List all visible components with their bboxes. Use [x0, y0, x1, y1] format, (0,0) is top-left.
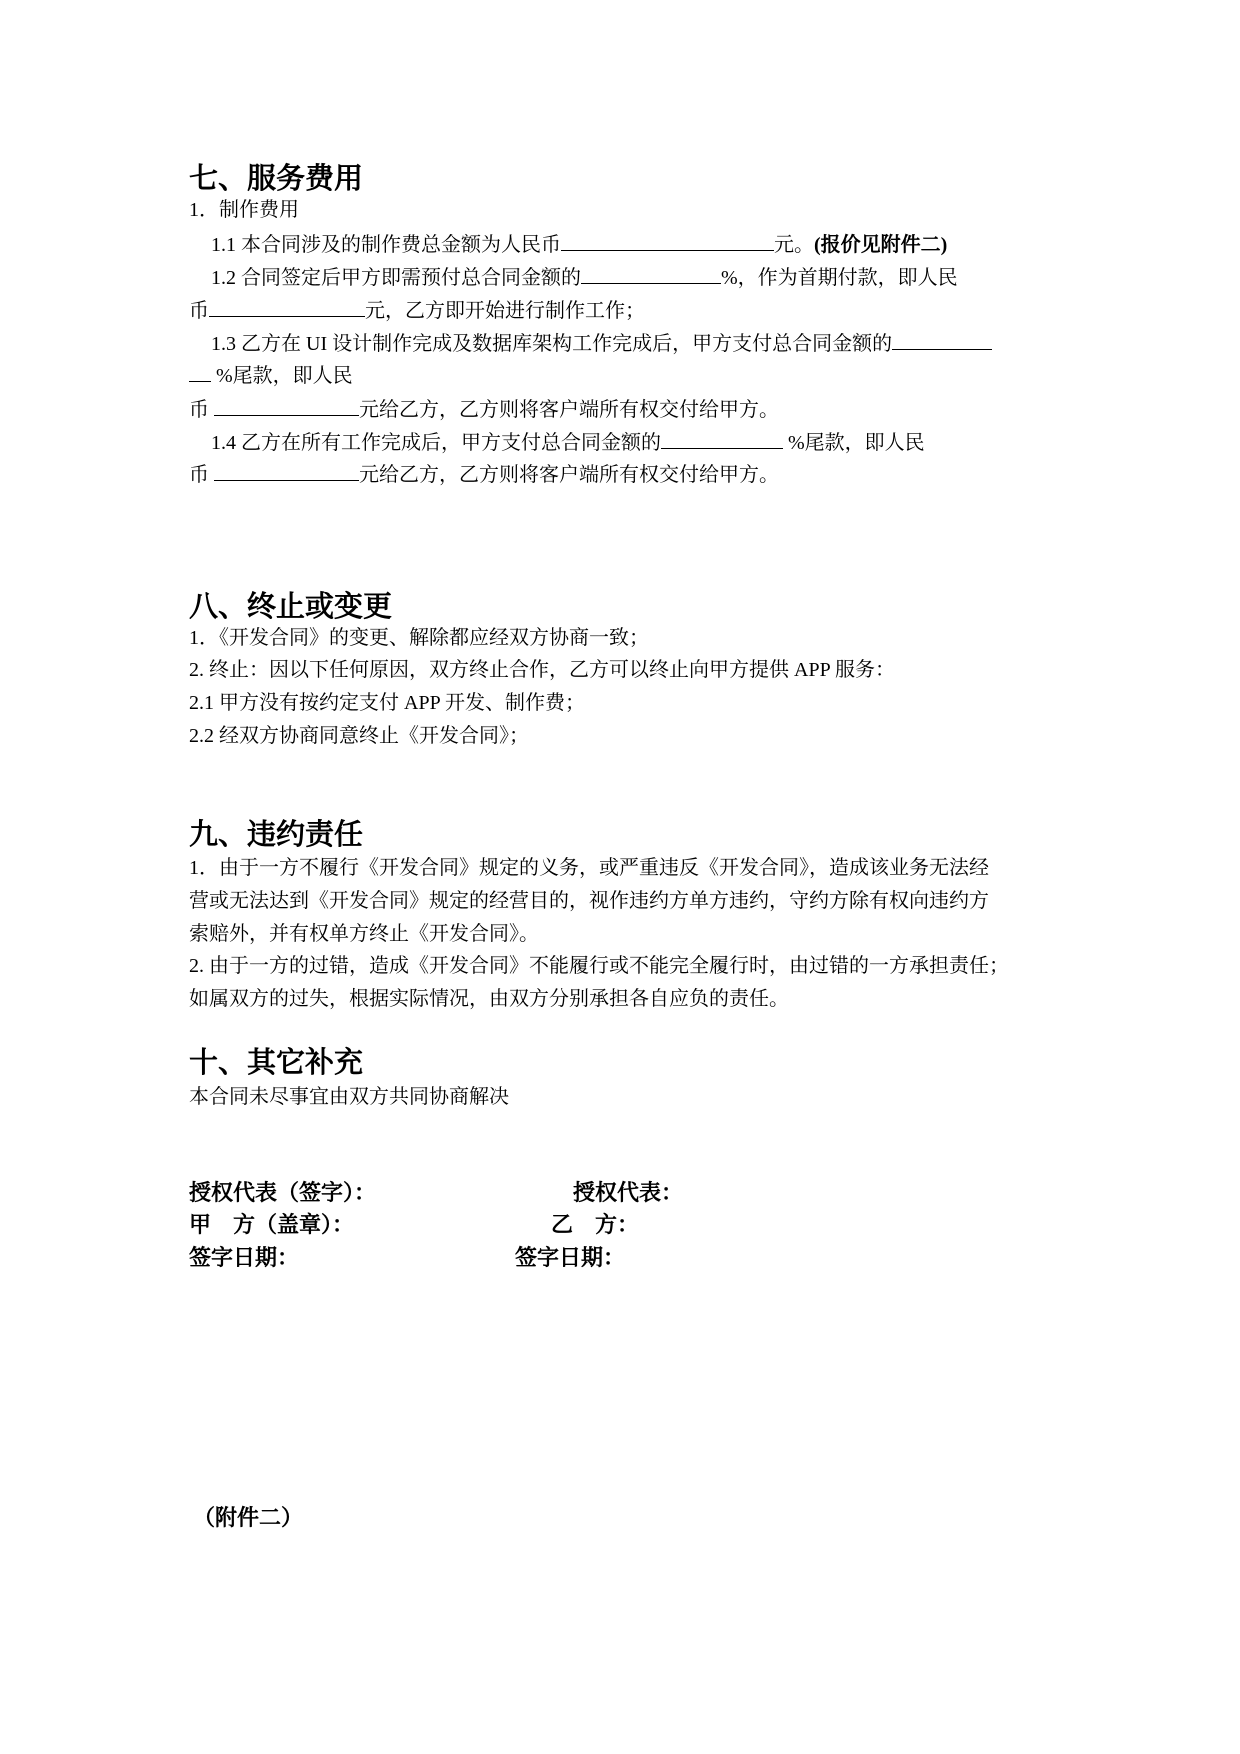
percent-blank	[581, 265, 721, 284]
section-10-title: 十、其它补充	[189, 1047, 364, 1079]
party-a-date-label: 签字日期：	[189, 1245, 300, 1270]
party-b-date-label: 签字日期：	[515, 1245, 626, 1270]
amount-blank	[561, 232, 774, 251]
section-9-title: 九、违约责任	[189, 819, 364, 851]
party-b-representative-label: 授权代表：	[573, 1180, 684, 1205]
amount-blank	[214, 397, 359, 416]
party-a-seal-label: 甲 方（盖章）：	[189, 1212, 355, 1237]
clause-1-1: 1.1 本合同涉及的制作费总金额为人民币 元。(报价见附件二)	[211, 234, 948, 256]
attachment-note: (报价见附件二)	[814, 234, 948, 256]
amount-blank	[214, 462, 359, 481]
section-9-line-2: 营或无法达到《开发合同》规定的经营目的，视作违约方单方违约，守约方除有权向违约方	[189, 890, 989, 912]
section-8-line-1: 1．《开发合同》的变更、解除都应经双方协商一致；	[189, 627, 649, 649]
percent-blank	[661, 430, 783, 449]
party-b-label: 乙 方：	[551, 1212, 640, 1237]
section-8-title: 八、终止或变更	[189, 591, 393, 623]
section-8-line-2: 2. 终止：因以下任何原因，双方终止合作，乙方可以终止向甲方提供 APP 服务：	[189, 659, 895, 681]
percent-blank	[892, 331, 992, 350]
section-10-line-1: 本合同未尽事宜由双方共同协商解决	[189, 1086, 509, 1108]
clause-1-3-line-3: 币 元给乙方，乙方则将客户端所有权交付给甲方。	[189, 399, 779, 421]
clause-1-4-line-1: 1.4 乙方在所有工作完成后，甲方支付总合同金额的 %尾款，即人民	[211, 432, 925, 454]
clause-1-2-line-2: 币 元，乙方即开始进行制作工作；	[189, 300, 645, 322]
section-9-line-1: 1．由于一方不履行《开发合同》规定的义务，或严重违反《开发合同》，造成该业务无法经	[189, 857, 989, 879]
clause-1-3-line-1: 1.3 乙方在 UI 设计制作完成及数据库架构工作完成后，甲方支付总合同金额的	[189, 331, 992, 356]
party-a-representative-label: 授权代表（签字）：	[189, 1180, 377, 1205]
clause-1-4-line-2: 币 元给乙方，乙方则将客户端所有权交付给甲方。	[189, 464, 779, 486]
clause-1-2-line-1: 1.2 合同签定后甲方即需预付总合同金额的 %，作为首期付款，即人民	[211, 267, 958, 289]
section-9-line-4: 2. 由于一方的过错，造成《开发合同》不能履行或不能完全履行时，由过错的一方承担责任；	[189, 955, 1009, 977]
section-8-line-3: 2.1 甲方没有按约定支付 APP 开发、制作费；	[189, 692, 585, 714]
percent-blank-cont	[189, 363, 211, 382]
section-9-line-3: 索赔外，并有权单方终止《开发合同》。	[189, 923, 539, 945]
section-7-title: 七、服务费用	[189, 163, 364, 195]
section-7-item-1: 1．制作费用	[189, 199, 299, 221]
clause-1-3-line-2: %尾款，即人民	[189, 363, 353, 388]
section-9-line-5: 如属双方的过失，根据实际情况，由双方分别承担各自应负的责任。	[189, 988, 789, 1010]
section-8-line-4: 2.2 经双方协商同意终止《开发合同》；	[189, 725, 529, 747]
amount-blank	[209, 298, 365, 317]
attachment-heading: （附件二）	[193, 1505, 304, 1530]
